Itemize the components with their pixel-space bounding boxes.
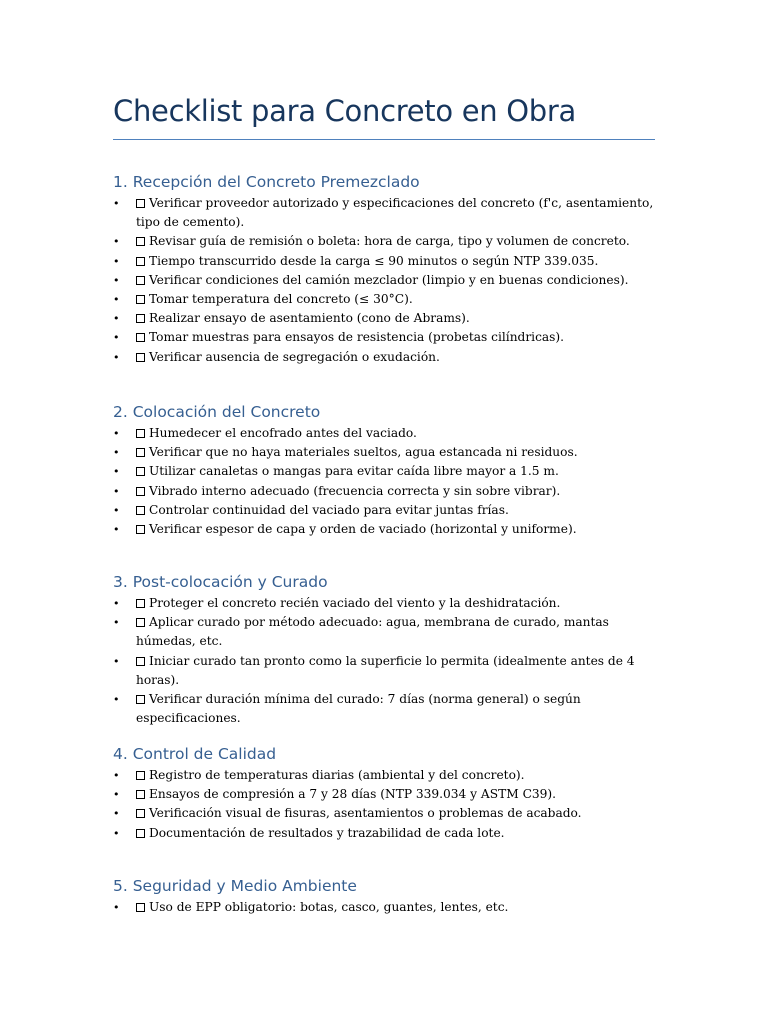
checklist-item	[113, 785, 658, 804]
checklist-item	[113, 194, 658, 232]
section-heading: 4. Control de Calidad	[113, 745, 277, 763]
checkbox-icon[interactable]	[136, 237, 145, 246]
checklist	[113, 766, 658, 843]
bullet-icon: •	[113, 273, 120, 287]
checklist-item	[113, 252, 658, 271]
checkbox-icon[interactable]	[136, 295, 145, 304]
checklist-item-text: Utilizar canaletas o mangas para evitar caída libre mayor a 1.5 m.	[149, 464, 559, 479]
bullet-icon: •	[113, 350, 120, 364]
checklist-item	[113, 520, 658, 539]
section-recepcion	[113, 170, 658, 367]
checkbox-icon[interactable]	[136, 314, 145, 323]
checklist-item-text: Documentación de resultados y trazabilidad de cada lote.	[149, 825, 505, 840]
checklist-item	[113, 443, 658, 462]
page-title: Checklist para Concreto en Obra	[113, 94, 576, 128]
bullet-icon: •	[113, 616, 120, 630]
checklist-item	[113, 613, 658, 651]
checklist-item-text: Revisar guía de remisión o boleta: hora de carga, tipo y volumen de concreto.	[149, 234, 630, 249]
section-colocacion	[113, 400, 658, 539]
checklist-item-text: Verificación visual de fisuras, asentamientos o problemas de acabado.	[149, 806, 582, 821]
checklist-item	[113, 766, 658, 785]
checklist-item	[113, 482, 658, 501]
bullet-icon: •	[113, 597, 120, 610]
bullet-icon: •	[113, 523, 120, 537]
checklist	[113, 898, 658, 917]
bullet-icon: •	[113, 312, 120, 326]
bullet-icon: •	[113, 446, 120, 460]
checklist-item	[113, 328, 658, 347]
checklist-item-text: Realizar ensayo de asentamiento (cono de Abrams).	[149, 311, 470, 326]
bullet-icon: •	[113, 788, 120, 802]
checklist-item-text: Proteger el concreto recién vaciado del viento y la deshidratación.	[149, 596, 561, 610]
checklist-item-text: Aplicar curado por método adecuado: agua, membrana de curado, mantas húmedas, etc.	[136, 615, 609, 649]
checklist-item	[113, 232, 658, 251]
title-underline	[113, 139, 655, 140]
checklist-item-text: Verificar condiciones del camión mezclador (limpio y en buenas condiciones).	[149, 272, 629, 287]
checklist-item-text: Tomar muestras para ensayos de resistencia (probetas cilíndricas).	[149, 330, 565, 345]
checklist-item-text: Verificar duración mínima del curado: 7 días (norma general) o según especificaciones.	[136, 692, 581, 726]
checkbox-icon[interactable]	[136, 487, 145, 496]
checkbox-icon[interactable]	[136, 657, 145, 666]
bullet-icon: •	[113, 826, 120, 840]
checklist-item-text: Iniciar curado tan pronto como la superficie lo permita (idealmente antes de 4 horas).	[136, 653, 635, 687]
checklist-item-text: Controlar continuidad del vaciado para evitar juntas frías.	[149, 502, 509, 517]
section-heading: 5. Seguridad y Medio Ambiente	[113, 877, 357, 895]
checkbox-icon[interactable]	[136, 276, 145, 285]
checklist-item	[113, 804, 658, 823]
section-heading: 3. Post-colocación y Curado	[113, 573, 328, 591]
checklist-item	[113, 652, 658, 690]
section-heading: 2. Colocación del Concreto	[113, 403, 321, 421]
bullet-icon: •	[113, 331, 120, 345]
checkbox-icon[interactable]	[136, 829, 145, 838]
checkbox-icon[interactable]	[136, 353, 145, 362]
checklist-item-text: Verificar proveedor autorizado y especificaciones del concreto (f'c, asentamiento, tipo de cemento).	[136, 196, 654, 230]
checkbox-icon[interactable]	[136, 790, 145, 799]
section-control-calidad	[113, 742, 658, 843]
bullet-icon: •	[113, 807, 120, 821]
checklist-item	[113, 462, 658, 481]
bullet-icon: •	[113, 197, 120, 210]
checklist-item	[113, 348, 658, 367]
section-heading: 1. Recepción del Concreto Premezclado	[113, 173, 420, 191]
checklist-item-text: Verificar ausencia de segregación o exudación.	[149, 349, 440, 364]
bullet-icon: •	[113, 503, 120, 517]
checklist-item	[113, 290, 658, 309]
bullet-icon: •	[113, 254, 120, 268]
checkbox-icon[interactable]	[136, 257, 145, 266]
checklist-item-text: Humedecer el encofrado antes del vaciado.	[149, 426, 417, 440]
bullet-icon: •	[113, 484, 120, 498]
checklist	[113, 424, 658, 539]
bullet-icon: •	[113, 654, 120, 668]
bullet-icon: •	[113, 769, 120, 782]
checklist-item-text: Verificar que no haya materiales sueltos, agua estancada ni residuos.	[149, 445, 578, 460]
checkbox-icon[interactable]	[136, 448, 145, 457]
bullet-icon: •	[113, 235, 120, 249]
checklist-item	[113, 898, 658, 917]
section-curado	[113, 570, 658, 728]
checkbox-icon[interactable]	[136, 695, 145, 704]
checkbox-icon[interactable]	[136, 599, 145, 608]
bullet-icon: •	[113, 293, 120, 307]
checkbox-icon[interactable]	[136, 809, 145, 818]
checkbox-icon[interactable]	[136, 506, 145, 515]
checklist-item-text: Tomar temperatura del concreto (≤ 30°C).	[149, 292, 413, 307]
bullet-icon: •	[113, 693, 120, 707]
bullet-icon: •	[113, 427, 120, 440]
checklist-item-text: Uso de EPP obligatorio: botas, casco, guantes, lentes, etc.	[149, 900, 509, 914]
checkbox-icon[interactable]	[136, 525, 145, 534]
checkbox-icon[interactable]	[136, 903, 145, 912]
checklist-item	[113, 690, 658, 728]
bullet-icon: •	[113, 465, 120, 479]
checklist	[113, 594, 658, 728]
bullet-icon: •	[113, 901, 120, 914]
checklist-item-text: Vibrado interno adecuado (frecuencia correcta y sin sobre vibrar).	[149, 483, 561, 498]
checklist-item	[113, 824, 658, 843]
checklist-item	[113, 424, 658, 443]
checklist-item	[113, 309, 658, 328]
checkbox-icon[interactable]	[136, 467, 145, 476]
section-seguridad	[113, 874, 658, 917]
checkbox-icon[interactable]	[136, 771, 145, 780]
checklist-item-text: Tiempo transcurrido desde la carga ≤ 90 minutos o según NTP 339.035.	[149, 253, 599, 268]
checkbox-icon[interactable]	[136, 333, 145, 342]
checklist-item	[113, 271, 658, 290]
checklist-item-text: Ensayos de compresión a 7 y 28 días (NTP 339.034 y ASTM C39).	[149, 787, 557, 802]
checklist-item	[113, 594, 658, 613]
checkbox-icon[interactable]	[136, 429, 145, 438]
checklist-item-text: Registro de temperaturas diarias (ambiental y del concreto).	[149, 768, 525, 782]
checklist-item	[113, 501, 658, 520]
checkbox-icon[interactable]	[136, 618, 145, 627]
checklist-item-text: Verificar espesor de capa y orden de vaciado (horizontal y uniforme).	[149, 522, 577, 537]
checkbox-icon[interactable]	[136, 199, 145, 208]
checklist	[113, 194, 658, 367]
